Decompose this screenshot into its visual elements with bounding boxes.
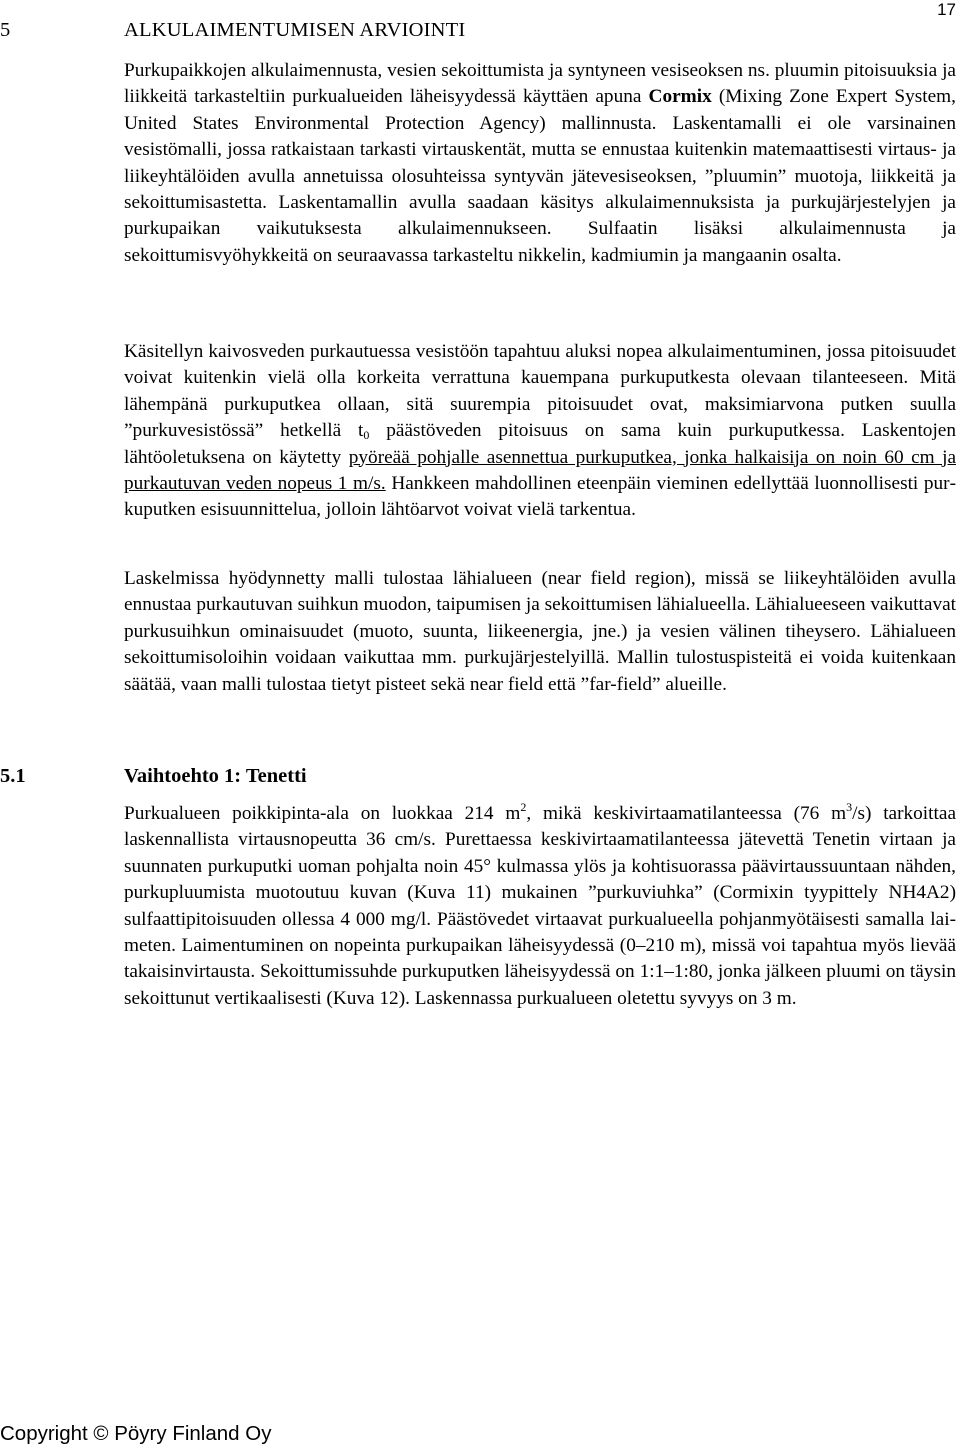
page-number: 17 — [937, 0, 956, 19]
paragraph-text: /s) tarkoittaa laskennallista virtausnopeutta 36 cm/s. Purettaessa keskivirtaamatilanteessa jätevettä Tenetin virtaan ja suunnaten purkuputki uoman pohjalta noin 45° kulmassa ylös ja kohtisuorassa päävirtaussuuntaan nähden, purkupluumista muotoutuu kuvan (Kuva 11) mukainen ”purkuviuhka” (Cormixin tyypittely NH4A2) sulfaattipitoisuuden ollessa 4 000 mg/l. Päästövedet virtaavat purkualueella pohjanmyötäisesti samalla laimeten. Laimentuminen on nopeinta purkupaikan läheisyydessä (0–210 m), missä voi tapahtua myös lievää takaisinvirtausta. Sekoittumissuhde purkuputken läheisyydessä on 1:1–1:80, jonka jälkeen pluumi on täysin sekoittunut vertikaalisesti (Kuva 12). Laskennassa purkualueen oletettu syvyys on 3 m. — [124, 803, 956, 1009]
subsection-number: 5.1 — [0, 765, 26, 787]
subscript: 0 — [363, 428, 370, 443]
paragraph-text: Hankkeen mahdollinen eteenpäin vieminen edellyttää luonnollisesti purkuputken esisuunnittelua, jolloin lähtöarvot voivat vielä tarkentua. — [124, 473, 957, 521]
paragraph-text: (Mixing Zone Expert System, United States Environmental Protection Agency) mallinnusta. Laskentamalli ei ole varsinainen vesistömalli, jossa ratkaistaan tarkasti virtauskentät, mutta se ennustaa kuitenkin matemaattisesti virtaus- ja liikeyhtälöiden avulla annetuissa olosuhteissa syntyvän jätevesiseoksen, ”pluumin” muotoja, liikkeitä ja sekoittumisastetta. Laskentamallin avulla saadaan käsitys alkulaimennuksista ja purkujärjestelyjen ja purkupaikan vaikutuksesta alkulaimennukseen. Sulfaatin lisäksi alkulaimennusta ja sekoittumisvyöhykkeitä on seuraavassa tarkasteltu nikkelin, kadmiumin ja mangaanin osalta. — [124, 86, 956, 266]
paragraph-text: Käsitellyn kaivosveden purkautuessa vesistöön tapahtuu aluksi nopea alkulaimentuminen, jossa pitoisuudet voivat kuitenkin vielä olla korkeita verrattuna kauempana purkuputkesta olevaan tilanteeseen. Mitä lähempänä purkuputkea ollaan, sitä suurempia pitoisuudet ovat, maksimiarvona putken suulla ”purkuvesistössä” hetkellä t — [124, 341, 956, 442]
section-title: ALKULAIMENTUMISEN ARVIOINTI — [124, 19, 466, 41]
section-number: 5 — [0, 19, 11, 41]
paragraph-tenetti — [124, 801, 956, 1012]
paragraph-lahialue: Laskelmissa hyödynnetty malli tulostaa lähialueen (near field region), missä se liikeyhtälöiden avulla ennustaa purkautuvan suihkun muodon, taipumisen ja sekoittumisen lähialueella. Lähialueeseen vaikuttavat purkusuihkun ominaisuudet (muoto, suunta, liikeenergia, jne.) ja vesien välinen tiheysero. Lähialueen sekoittumisoloihin voidaan vaikuttaa mm. purkujärjestelyillä. Mallin tulostuspisteitä ei voida kuitenkaan säätää, vaan malli tulostaa tietyt pisteet sekä near field että ”far-field” alueille. — [124, 568, 956, 695]
paragraph-kaivosvesi — [124, 339, 956, 524]
paragraph-text: , mikä keskivirtaamatilanteessa (76 m — [526, 803, 847, 824]
paragraph-alkulaimennus — [124, 58, 956, 269]
superscript: 3 — [846, 800, 853, 814]
paragraph-text: päästöveden pitoisuus on sama kuin purkuputkessa. Laskentojen lähtöoletuksena on käytetty — [124, 420, 957, 468]
subsection-title: Vaihtoehto 1: Tenetti — [124, 765, 307, 787]
superscript: 2 — [520, 800, 527, 814]
paragraph-text: Purkupaikkojen alkulaimennusta, vesien sekoittumista ja syntyneen vesiseoksen ns. pluumin pitoisuuksia ja liikkeitä tarkasteltiin purkualueiden läheisyydessä käyttäen apuna — [124, 60, 956, 108]
copyright-footer: Copyright © Pöyry Finland Oy — [0, 1422, 272, 1445]
underlined-assumption: pyöreää pohjalle asennettua purkuputkea, jonka halkaisija on noin 60 cm ja purkautuvan veden nopeus 1 m/s. — [124, 446, 957, 495]
paragraph-text: Purkualueen poikkipinta-ala on luokkaa 214 m — [124, 803, 521, 824]
cormix-term: Cormix — [648, 86, 712, 108]
